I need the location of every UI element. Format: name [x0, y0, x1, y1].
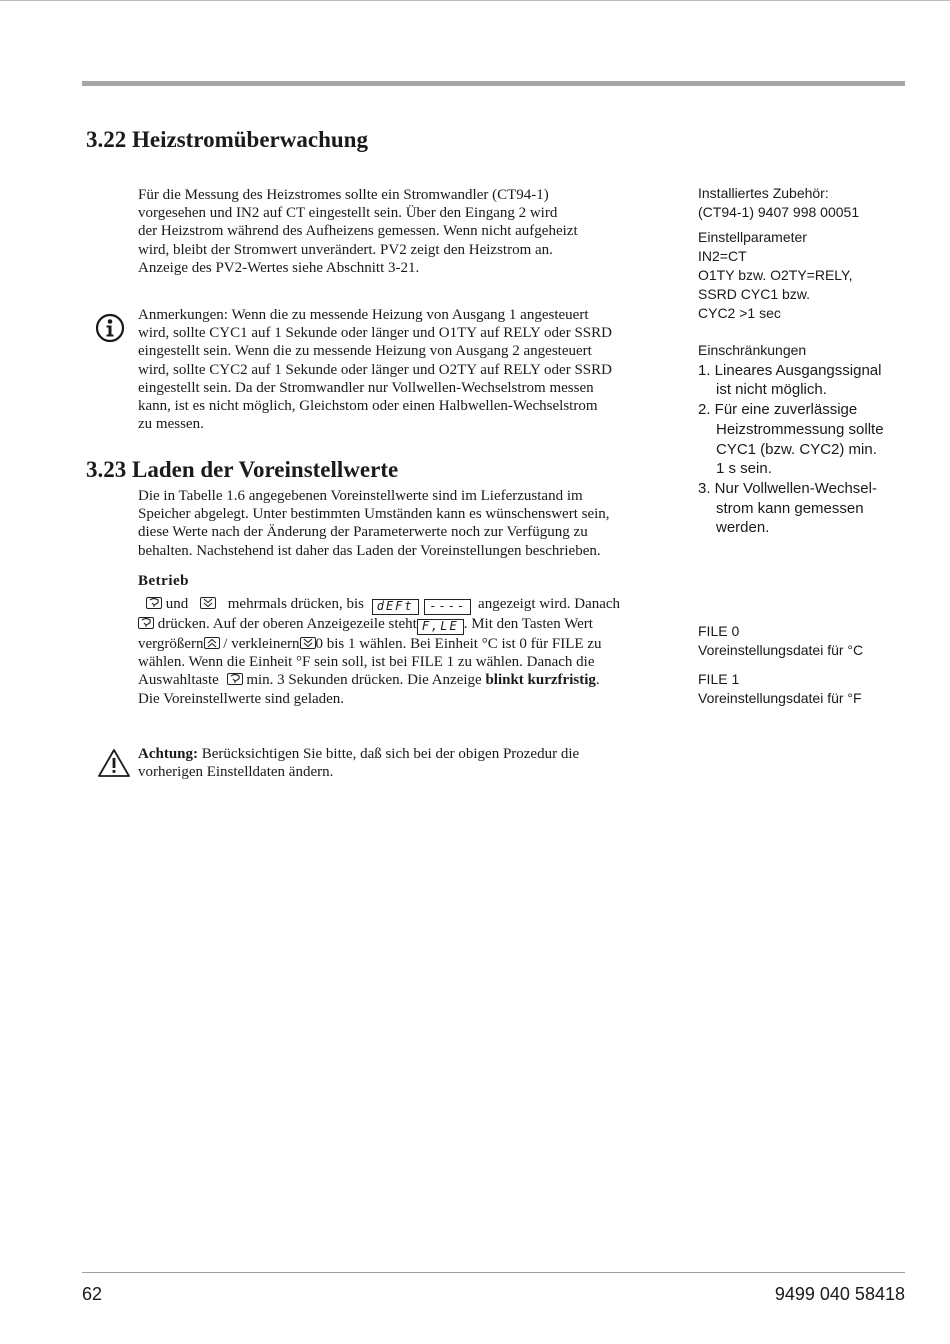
scroll-key-icon	[138, 617, 154, 629]
sidebar-limits	[698, 341, 884, 538]
body-line: Anzeige des PV2-Wertes siehe Abschnitt 3-21.	[138, 259, 420, 276]
sidebar-limit-line: werden.	[716, 519, 770, 537]
top-rule	[0, 0, 950, 1]
sidebar-param-line: SSRD CYC1 bzw.	[698, 286, 811, 302]
sidebar-limit-line: 1. Lineares Ausgangssignal	[698, 361, 882, 379]
section-322-note	[138, 306, 612, 433]
note-line: Anmerkungen: Wenn die zu messende Heizung von Ausgang 1 angesteuert	[138, 307, 589, 323]
sidebar-accessory	[698, 184, 859, 222]
lcd-display-file: F,LE	[417, 619, 464, 635]
section-322-title: 3.22 Heizstromüberwachung	[86, 127, 368, 152]
body-line: Speicher abgelegt. Unter bestimmten Umständen kann es wünschenswert sein,	[138, 506, 610, 523]
body-line: Die in Tabelle 1.6 angegebenen Voreinstellwerte sind im Lieferzustand im	[138, 488, 583, 504]
document-number: 9499 040 58418	[774, 1284, 905, 1304]
header-bar	[82, 81, 905, 86]
sidebar-param-line: CYC2 >1 sec	[698, 305, 781, 321]
sidebar-parameters	[698, 228, 852, 323]
sidebar-file0-desc: Voreinstellungsdatei für °C	[698, 642, 864, 658]
page-number: 62	[82, 1284, 103, 1304]
op-line-3: vergrößern / verkleinern 0 bis 1 wählen. Bei Einheit °C ist 0 für FILE zu	[138, 636, 602, 652]
op-line-2: drücken. Auf der oberen Anzeigezeile steht F,LE . Mit den Tasten Wert	[138, 615, 620, 635]
section-322-body	[138, 186, 578, 277]
body-line: Für die Messung des Heizstromes sollte ein Stromwandler (CT94-1)	[138, 187, 549, 203]
op-line-5: Auswahltaste min. 3 Sekunden drücken. Die Anzeige blinkt kurzfristig.	[138, 672, 600, 689]
sidebar-param-line: IN2=CT	[698, 248, 747, 264]
sidebar-parameters-heading: Einstellparameter	[698, 229, 807, 245]
sidebar-limit-line: strom kann gemessen	[716, 499, 864, 517]
section-323-title: 3.23 Laden der Voreinstellwerte	[86, 457, 399, 482]
sidebar-file1-heading: FILE 1	[698, 671, 740, 687]
warning-text: Achtung: Berücksichtigen Sie bitte, daß sich bei der obigen Prozedur die vorherigen Einstelldaten ändern.	[138, 746, 580, 781]
op-line-1: und mehrmals drücken, bis dEFt ---- angezeigt wird. Danach	[138, 595, 620, 615]
lcd-display-dashes: ----	[424, 599, 471, 615]
sidebar-limit-line: Heizstrommessung sollte	[716, 420, 884, 438]
op-line-6: Die Voreinstellwerte sind geladen.	[138, 690, 345, 707]
footer-rule	[82, 1272, 905, 1273]
sidebar-limit-line: ist nicht möglich.	[716, 381, 827, 399]
warning-icon	[97, 748, 131, 778]
sidebar-accessory-heading: Installiertes Zubehör:	[698, 185, 829, 201]
sidebar-limits-heading: Einschränkungen	[698, 342, 807, 358]
operation-instructions	[138, 595, 620, 708]
note-line: eingestellt sein. Da der Stromwandler nur Vollwellen-Wechselstrom messen	[138, 379, 594, 396]
sidebar-file0	[698, 622, 863, 660]
sidebar-file1-desc: Voreinstellungsdatei für °F	[698, 690, 862, 706]
info-icon	[95, 313, 125, 343]
sidebar-file0-heading: FILE 0	[698, 623, 740, 639]
op-line-4: wählen. Wenn die Einheit °F sein soll, ist bei FILE 1 zu wählen. Danach die	[138, 654, 595, 671]
sidebar-accessory-value: (CT94-1) 9407 998 00051	[698, 204, 860, 220]
section-323-body	[138, 487, 610, 560]
sidebar-limit-line: 2. Für eine zuverlässige	[698, 401, 858, 419]
note-line: wird, sollte CYC2 auf 1 Sekunde oder länger und O2TY auf RELY oder SSRD	[138, 361, 612, 378]
sidebar-param-line: O1TY bzw. O2TY=RELY,	[698, 267, 853, 283]
body-line: wird, bleibt der Stromwert unverändert. PV2 zeigt den Heizstrom an.	[138, 241, 553, 258]
sidebar-limit-line: 3. Nur Vollwellen-Wechsel-	[698, 479, 877, 497]
down-key-icon	[200, 597, 216, 609]
body-line: behalten. Nachstehend ist daher das Laden der Voreinstellungen beschrieben.	[138, 542, 601, 559]
body-line: vorgesehen und IN2 auf CT eingestellt sein. Über den Eingang 2 wird	[138, 205, 558, 222]
body-line: der Heizstrom während des Aufheizens gemessen. Wenn nicht aufgeheizt	[138, 223, 578, 240]
up-key-icon	[204, 637, 220, 649]
sidebar-limit-line: CYC1 (bzw. CYC2) min.	[716, 440, 877, 458]
betrieb-heading: Betrieb	[138, 573, 189, 589]
note-line: kann, ist es nicht möglich, Gleichstom oder einen Halbwellen-Wechselstrom	[138, 398, 598, 415]
note-line: zu messen.	[138, 416, 204, 433]
sidebar-file1	[698, 670, 862, 708]
lcd-display-deft: dEFt	[372, 599, 419, 615]
warning-label: Achtung:	[138, 746, 199, 762]
scroll-key-icon	[227, 673, 243, 685]
scroll-key-icon	[146, 597, 162, 609]
note-line: eingestellt sein. Wenn die zu messende Heizung von Ausgang 2 angesteuert	[138, 343, 592, 360]
sidebar-limit-line: 1 s sein.	[716, 460, 772, 478]
body-line: diese Werte nach der Änderung der Parameterwerte noch zur Verfügung zu	[138, 524, 588, 541]
note-line: wird, sollte CYC1 auf 1 Sekunde oder länger und O1TY auf RELY oder SSRD	[138, 325, 612, 342]
down-key-icon	[300, 637, 316, 649]
